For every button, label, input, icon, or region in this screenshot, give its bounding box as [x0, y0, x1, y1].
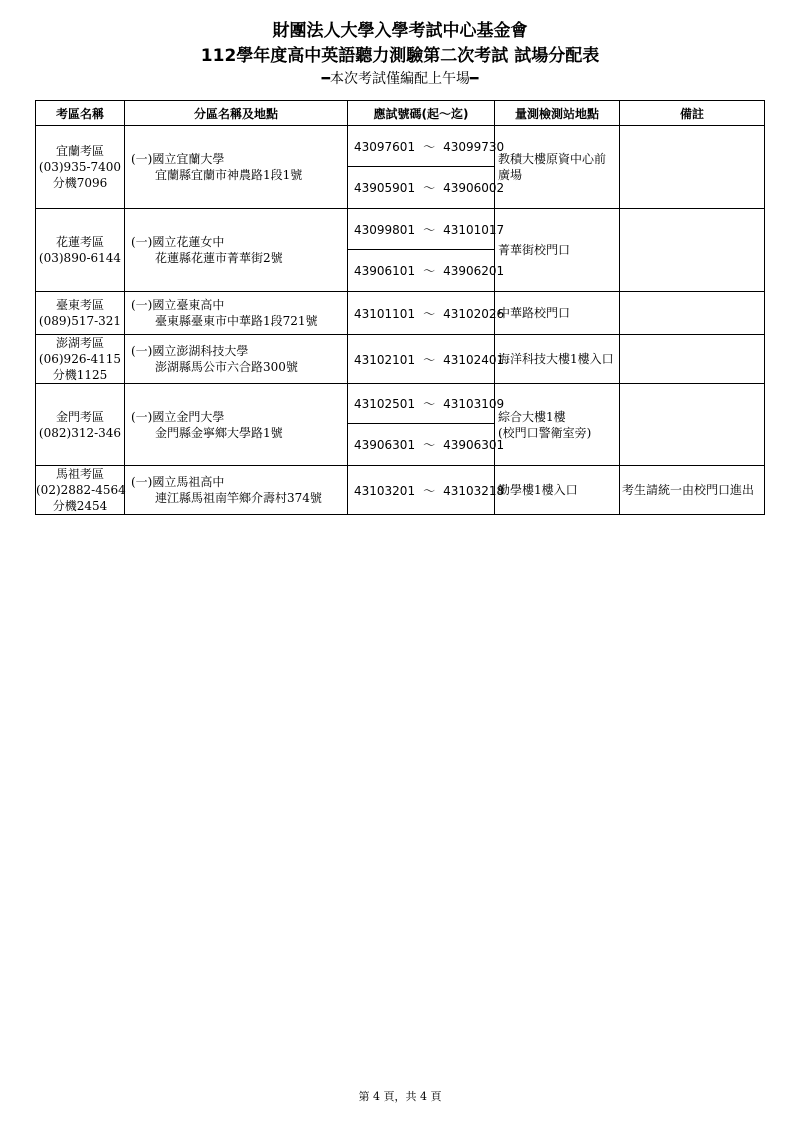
table-header-row	[36, 101, 765, 126]
location-cell	[125, 335, 348, 384]
table-row	[36, 384, 765, 424]
remarks	[620, 126, 765, 209]
area-phone: (03)935-7400	[38, 160, 122, 174]
school-address: 花蓮縣花蓮市菁華街2號	[155, 251, 283, 265]
range-start: 43102101	[354, 352, 416, 367]
school-address: 連江縣馬祖南竿鄉介壽村374號	[155, 491, 322, 505]
check-station-location: 綜合大樓1樓 (校門口警衛室旁)	[495, 384, 620, 466]
range-start: 43101101	[354, 306, 416, 321]
range-separator: ～	[423, 397, 436, 411]
check-station-location: 菁華街校門口	[495, 209, 620, 292]
document-subtitle: 112學年度高中英語聽力測驗第二次考試 試場分配表	[200, 46, 600, 66]
exam-number-range	[348, 126, 505, 167]
range-end: 43102401	[443, 352, 505, 367]
range-separator: ～	[423, 306, 436, 321]
location-cell	[125, 384, 348, 466]
school-name: (一)國立澎湖科技大學	[131, 344, 249, 358]
area-cell	[36, 209, 125, 292]
check-station-location: 中華路校門口	[495, 292, 620, 335]
school-address: 臺東縣臺東市中華路1段721號	[155, 314, 318, 328]
range-end: 43103218	[443, 483, 505, 498]
column-header-exam-number-range: 應試號碼(起～迄)	[348, 101, 495, 126]
area-phone: (02)2882-4564	[36, 483, 126, 497]
range-separator: ～	[423, 222, 436, 237]
area-cell	[36, 466, 125, 515]
exam-number-range	[348, 209, 505, 250]
area-name: 金門考區	[55, 409, 104, 424]
location-cell	[125, 126, 348, 209]
table-body	[36, 126, 765, 515]
remarks: 考生請統一由校門口進出	[620, 466, 765, 515]
range-start: 43099801	[354, 222, 416, 237]
area-phone: (06)926-4115	[38, 352, 122, 366]
range-separator: ～	[423, 438, 436, 452]
range-start: 43102501	[354, 397, 416, 411]
area-phone: (03)890-6144	[38, 251, 122, 265]
range-separator: ～	[423, 483, 436, 498]
document-title: 財團法人大學入學考試中心基金會	[272, 21, 528, 41]
table-row	[36, 209, 765, 250]
range-end: 43102026	[443, 306, 505, 321]
range-end: 43906301	[443, 438, 505, 452]
table-row	[36, 126, 765, 167]
school-name: (一)國立臺東高中	[131, 298, 225, 312]
area-name: 花蓮考區	[55, 235, 104, 249]
remarks	[620, 292, 765, 335]
column-header-check-station: 量測檢測站地點	[495, 101, 620, 126]
location-cell	[125, 466, 348, 515]
range-end: 43101017	[443, 222, 505, 237]
school-name: (一)國立馬祖高中	[131, 475, 225, 489]
range-start: 43103201	[354, 483, 416, 498]
area-name: 宜蘭考區	[55, 144, 104, 158]
column-header-location: 分區名稱及地點	[125, 101, 348, 126]
check-station-location: 海洋科技大樓1樓入口	[495, 335, 620, 384]
check-station-location: 教積大樓原資中心前廣場	[495, 126, 620, 209]
range-end: 43099730	[443, 139, 505, 154]
area-cell	[36, 126, 125, 209]
area-phone: (089)517-321	[38, 314, 122, 328]
check-station-location: 勤學樓1樓入口	[495, 466, 620, 515]
school-address: 金門縣金寧鄉大學路1號	[155, 425, 283, 440]
school-name: (一)國立花蓮女中	[131, 235, 225, 249]
column-header-remarks: 備註	[620, 101, 765, 126]
remarks	[620, 384, 765, 466]
area-cell	[36, 335, 125, 384]
column-header-area: 考區名稱	[36, 101, 125, 126]
location-cell	[125, 209, 348, 292]
location-cell	[125, 292, 348, 335]
area-name: 澎湖考區	[55, 336, 104, 350]
exam-number-range	[348, 335, 505, 384]
range-start: 43906301	[354, 438, 416, 452]
range-end: 43103109	[443, 397, 505, 411]
table-row	[36, 292, 765, 335]
range-start: 43905901	[354, 181, 416, 195]
page-number: 第 4 頁，共 4 頁	[358, 1090, 442, 1103]
school-address: 宜蘭縣宜蘭市神農路1段1號	[155, 168, 303, 182]
area-name: 臺東考區	[55, 298, 104, 312]
area-phone: (082)312-346	[38, 425, 122, 440]
school-name: (一)國立金門大學	[131, 409, 225, 424]
area-cell	[36, 384, 125, 466]
table-row	[36, 335, 765, 384]
area-extension: 分機2454	[52, 499, 108, 513]
area-cell	[36, 292, 125, 335]
exam-number-range	[348, 384, 505, 424]
exam-number-range	[348, 250, 505, 292]
table-row	[36, 466, 765, 515]
exam-number-range	[348, 167, 505, 209]
school-address: 澎湖縣馬公市六合路300號	[155, 360, 298, 374]
range-start: 43906101	[354, 264, 416, 278]
exam-number-range	[348, 292, 505, 335]
range-separator: ～	[423, 352, 436, 367]
exam-number-range	[348, 466, 505, 515]
area-extension: 分機1125	[52, 368, 108, 382]
range-separator: ～	[423, 181, 436, 195]
area-name: 馬祖考區	[55, 467, 104, 481]
session-note: ━本次考試僅編配上午場━	[321, 71, 479, 87]
range-end: 43906002	[443, 181, 505, 195]
range-end: 43906201	[443, 264, 505, 278]
school-name: (一)國立宜蘭大學	[131, 152, 225, 166]
remarks	[620, 209, 765, 292]
range-separator: ～	[423, 139, 436, 154]
area-extension: 分機7096	[52, 176, 108, 190]
remarks	[620, 335, 765, 384]
range-separator: ～	[423, 264, 436, 278]
exam-site-allocation-table	[35, 100, 765, 515]
range-start: 43097601	[354, 139, 416, 154]
exam-number-range	[348, 424, 505, 466]
